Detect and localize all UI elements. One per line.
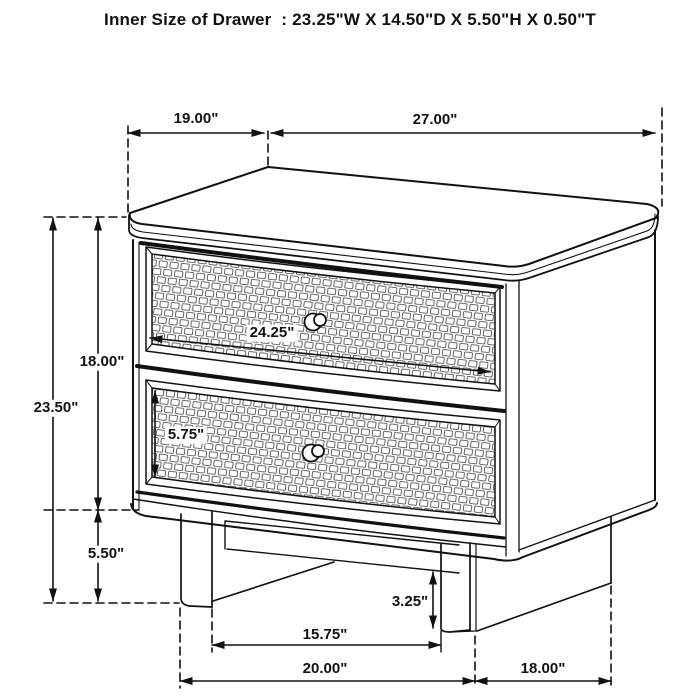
dim-label-top-left-width: 19.00" [171, 111, 222, 128]
dim-label-drawer-width: 24.25" [247, 325, 298, 342]
extension-lines [44, 108, 662, 688]
dim-label-stretcher-width: 15.75" [300, 627, 351, 644]
dim-label-total-height: 23.50" [31, 400, 82, 417]
dim-label-drawer-height: 5.75" [165, 427, 207, 444]
side-skirt-bottom [477, 583, 611, 631]
dim-label-front-depth: 20.00" [300, 661, 351, 678]
dim-label-clearance: 3.25" [389, 594, 431, 611]
page-title: Inner Size of Drawer : 23.25"W X 14.50"D X 5.50"H X 0.50"T [104, 10, 596, 29]
front-right-leg [441, 544, 470, 632]
dim-label-cabinet-height: 18.00" [77, 354, 128, 371]
dim-label-top-right-width: 27.00" [410, 112, 461, 129]
dim-label-side-depth: 18.00" [518, 661, 569, 678]
cross-stretcher [213, 562, 334, 601]
dim-label-base-height: 5.50" [85, 546, 127, 563]
base [181, 512, 611, 632]
front-left-leg [181, 514, 212, 607]
